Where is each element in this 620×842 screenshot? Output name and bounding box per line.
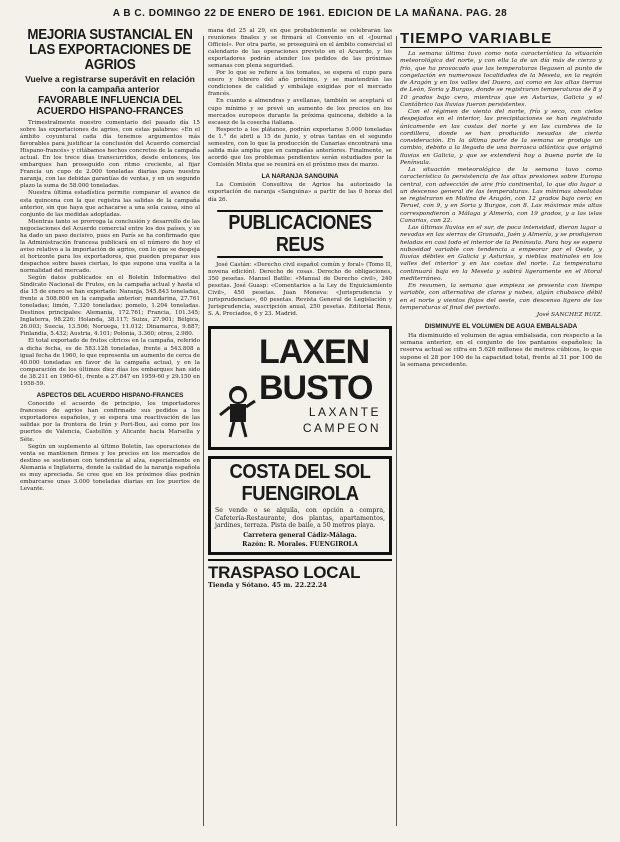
ad-laxante-word: LAXANTE xyxy=(308,404,381,419)
article-paragraph: Las últimas lluvias en el sur, de poca intensidad, dieron lugar a nevadas en las sierras de Granada, Jaén y Almería, y se produjeron heladas en casi todo el interior de la Península. Para hoy se espera nubosidad variable con tendencia a empeorar por el Oeste, y lluvias débiles en Galicia y Asturias, y nieblas matinales en los valles del interior y en las costas del norte. La temperatura continuará baja en la Meseta y subirá ligeramente en el litoral mediterráneo. xyxy=(400,225,602,282)
ad-costa-del-sol xyxy=(208,456,392,555)
article-paragraph: La semana última tuvo como nota característica la situación meteorológica del norte, y con ella la de un día más de cierzo y frío, que ha provocado que las temperaturas llegasen al punto de congelación en numerosas localidades de la Meseta, en la región de Aragón y en los valles del Duero, así como en las altas tierras de León, Soria y Burgos, donde se registraron temperaturas de 8 y 10 grados bajo cero, mientras que en Asturias, Galicia y el Cantábrico las lluvias fueron persistentes. xyxy=(400,51,602,108)
ad-costa-text: Se vende o se alquila, con opción a compra, Cafetería-Restaurante, dos plantas, apartamentos, jardines, terraza. Pista de baile, a 50 metros playa. xyxy=(215,506,385,530)
article-paragraph: Conocido el acuerdo de principio, los importadores franceses de agrios han confirmado sus pedidos a los exportadores españoles, y se espera una reactivación de las salidas por la frontera de Irún y Port-Bou, así como por los puertos de Valencia, Castellón y Alicante hacia Marsella y Sète. xyxy=(20,401,200,443)
ad-traspaso-title: TRASPASO LOCAL xyxy=(208,562,361,582)
article-paragraph: La situación meteorológica de la semana tuvo como característica la persistencia de las altas presiones sobre Europa central, con advección de aire frío continental, lo que dio lugar a un descenso general de las temperaturas. Las mínimas absolutas se registraron en Molina de Aragón, con 12 grados bajo cero; en Teruel, con 9, y en Soria y Burgos, con 8. Las máximas más altas correspondieron a Málaga y Almería, con 19 grados, y a las islas Canarias, con 22. xyxy=(400,167,602,224)
article-paragraph: La Comisión Consultiva de Agrios ha autorizado la exportación de naranja «Sanguina» a partir de las 0 horas del día 26. xyxy=(208,182,392,203)
column-left xyxy=(20,28,200,828)
article-paragraph: Mientras tanto se prorroga la conclusión y desarrollo de las negociaciones del Acuerdo comercial entre los dos países, y se ha dado un paso decisivo, pues en París se ha confirmado que la Administración francesa publicará en el número de hoy el aviso relativo a la importación de agrios, con lo que se despeja el horizonte para los exportadores, que pueden preparar sus despachos sobre bases ciertas, lo que supone una vuelta a la normalidad del mercado. xyxy=(20,218,200,274)
article-paragraph: Según un suplemento al último Boletín, las operaciones de venta se mantienen firmes y los precios en los mercados de destino se sostienen con tendencia al alza, especialmente en Alemania e Inglaterra, donde la calidad de la naranja española es muy apreciada. Se cree que en los próximos días podrán embarcarse unas 3.000 toneladas diarias en los puertos de Levante. xyxy=(20,443,200,492)
ad-costa-title: COSTA DEL SOL xyxy=(229,460,371,483)
article-paragraph: En cuanto a almendras y avellanas, también se aceptará el cupo mínimo y se prevé un aumento de los precios en los mercados europeos durante la próxima quincena, debido a la escasez de la cosecha italiana. xyxy=(208,98,392,126)
ad-busto-word: BUSTO xyxy=(259,368,373,407)
article-paragraph: Nuestra última estadística permite comparar el avance de esta quincena con la que registra las salidas de la campaña anterior, sin que haya que achacarse a una sola causa, sino al conjunto de las medidas adoptadas. xyxy=(20,190,200,218)
article-paragraph: Con el régimen de viento del norte, frío y seco, con cielos despejados en el interior, las precipitaciones se han registrado únicamente en las costas del norte y en las cumbres de la cordillera, donde se han producido nevadas de cierta consideración. En la última parte de la semana se produjo un cambio, debido a la llegada de una borrasca atlántica que originó lluvias en Galicia, y que se extenderá hoy a buena parte de la Península. xyxy=(400,109,602,166)
column-middle xyxy=(208,28,392,828)
ad-publicaciones-reus-title: PUBLICACIONES REUS xyxy=(217,210,383,258)
article-paragraph: Ha disminuido el volumen de agua embalsada, con respecto a la semana anterior, en el conjunto de los pantanos españoles; la reserva actual se cifra en 5.626 millones de metros cúbicos, lo que supone el 28 por 100 de la capacidad total, frente al 31 por 100 de la semana precedente. xyxy=(400,332,602,368)
article-paragraph: mana del 25 al 29, en que probablemente se celebrarán las reuniones finales y se firmará el Convenio en el «Journal Officiel». Por otra parte, se proseguirá en el ámbito comercial el calendario de las operaciones previsto en el Acuerdo, y los exportadores podrán atender los pedidos de las próximas semanas con plena seguridad. xyxy=(208,28,392,70)
child-illustration-icon xyxy=(215,383,261,441)
article-paragraph: El total exportado de frutos cítricos en la campaña, referido a dicha fecha, es de 583.128 toneladas, frente a 543.808 a igual fecha de 1960, lo que representa un aumento de cerca de 40.000 toneladas en favor de la campaña actual, y en la comparación de los últimos diez días los embarques han sido de 38.211 en 1960-61, frente a 27.847 en 1959-60 y 29.150 en 1958-59. xyxy=(20,338,200,387)
article-paragraph: Por lo que se refiere a los tomates, se espera el cupo para enero y febrero del año próximo, y se mantendrán las condiciones de calidad y embalaje exigidas por el mercado francés. xyxy=(208,70,392,98)
ad-laxen-word: LAXEN xyxy=(259,332,370,371)
ad-traspaso xyxy=(208,559,392,589)
ad-fuengirola-title: FUENGIROLA xyxy=(241,482,359,505)
column-right xyxy=(400,28,602,828)
article-paragraph: Trimestralmente nuestro comentario del pasado día 15 sobre las exportaciones de agrios, con estas palabras: «En el ámbito coyuntural cada día tenemos argumentos más favorables para justificar la conclusión del Acuerdo comercial Hispano-francés» y citábamos hechos concretos de la campaña actual. En los trece días transcurridos, desde entonces, los embarques han proseguido con ritmo creciente, al fijar Francia un cupo de 2.000 toneladas diarias para nuestra naranja, con las debidas garantías de ventas, y en un segundo plazo la suma de 58.000 toneladas. xyxy=(20,120,200,190)
ad-costa-road: Carretera general Cádiz-Málaga. xyxy=(243,531,357,539)
headline-acuerdo: FAVORABLE INFLUENCIA DEL ACUERDO HISPANO-FRANCES xyxy=(36,95,184,117)
article-paragraph: En resumen, la semana que empieza se presenta con tiempo variable, con alternativa de claros y nubes, algún chubasco débil en el norte y vientos flojos del oeste, con descenso ligero de las temperaturas al final del periodo. xyxy=(400,283,602,311)
subheadline-superavit: Vuelve a registrarse superávit en relación con la campaña anterior xyxy=(25,74,195,94)
headline-agrios: MEJORIA SUSTANCIAL EN LAS EXPORTACIONES DE AGRIOS xyxy=(27,28,193,73)
ad-campeon-word: CAMPEON xyxy=(302,420,381,435)
ad-traspaso-text: Tienda y Sótano. 45 m. 22.22.24 xyxy=(208,580,328,589)
ad-publicaciones-reus-text: José Castán: «Derecho civil español común y foral» (Tomo II, novena edición). Derecho de cosas. Derecho de obligaciones, 350 pesetas. Manuel Batlle: «Manual de Derecho civil», 240 pesetas. José Guasp: «Comentarios a la Ley de Enjuiciamiento Civil», 450 pesetas. Juan Moneva: «Jurisprudencia y jurisprudencias», 60 pesetas. Revista General de Legislación y Jurisprudencia, suscripción anual, 250 pesetas. Editorial Reus, S. A. Preciados, 6 y 23. Madrid. xyxy=(208,261,392,317)
ad-costa-contact: Razón: R. Morales. FUENGIROLA xyxy=(242,541,358,549)
page-header: A B C. DOMINGO 22 DE ENERO DE 1961. EDICION DE LA MAÑANA. PAG. 28 xyxy=(112,8,508,19)
headline-tiempo: TIEMPO VARIABLE xyxy=(400,30,602,48)
article-paragraph: Respecto a los plátanos, podrán exportarse 5.000 toneladas de 1.° de abril a 15 de junio, y otras tantas en el segundo semestre, con lo que la producción de Canarias encontrará una salida más amplia que en campañas anteriores. Finalmente, se acordó que los problemas pendientes serán estudiados por la Comisión Mixta que se reunirá en el próximo mes de marzo. xyxy=(208,126,392,168)
ad-laxen-busto xyxy=(208,326,392,450)
section-title-aspectos: ASPECTOS DEL ACUERDO HISPANO-FRANCES xyxy=(36,391,184,399)
article-paragraph: Según datos publicados en el Boletín Informativo del Sindicato Nacional de Frutos, en la campaña actual y hasta el día 15 de enero se han exportado: Naranja, 545.843 toneladas, frente a 508.600 en la campaña anterior; mandarina, 27.761 toneladas; limón, 7.320 toneladas; pomelo, 1.204 toneladas. Destinos principales: Alemania, 172.761; Francia, 101.345; Inglaterra, 98.226; Holanda, 38.117; Suiza, 27.901; Bélgica, 26.003; Suecia, 13.506; Noruega, 11.012; Dinamarca, 9.887; Finlandia, 5.432; Austria, 4.101; Polonia, 3.360; otros, 2.980. xyxy=(20,275,200,338)
section-title-naranja: LA NARANJA SANGUINA xyxy=(261,172,339,180)
column-rule xyxy=(396,36,397,826)
column-rule xyxy=(203,36,204,826)
section-title-embalses: DISMINUYE EL VOLUMEN DE AGUA EMBALSADA xyxy=(424,323,578,331)
signature: José SANCHEZ RUIZ. xyxy=(536,312,602,318)
